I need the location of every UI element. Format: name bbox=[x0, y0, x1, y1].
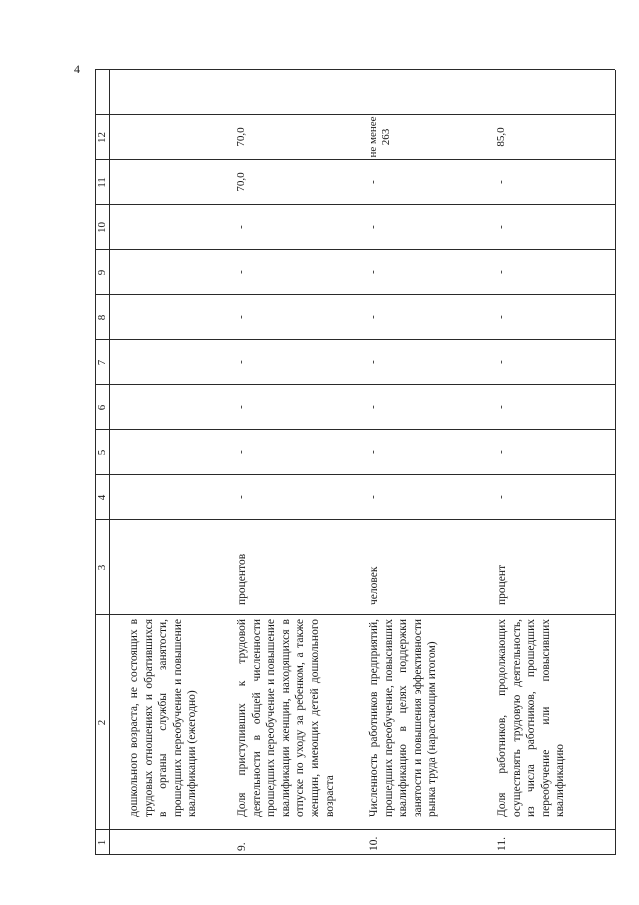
row-9-col-11: 70,0 bbox=[235, 172, 247, 192]
row-10-col-4: - bbox=[367, 495, 379, 499]
row-0-description: дошкольного возраста, не состоящих в трудовых отношениях и обратившихся в органы службы занятости, прошедших переобучение и повышение квалификации (ежегодно) bbox=[128, 619, 199, 817]
header-col-6: 6 bbox=[96, 404, 108, 411]
row-11-col-9: - bbox=[495, 270, 507, 274]
row-9-col-12: 70,0 bbox=[235, 127, 247, 147]
row-9-col-6: - bbox=[235, 405, 247, 409]
header-col-12: 12 bbox=[96, 132, 108, 143]
row-11-unit: процент bbox=[496, 564, 508, 605]
row-10-description: Численность работников предприятий, прошедших переобучение, повысивших квалификацию в целях поддержки занятости и повышения эффективности рынка труда (нарастающим итогом) bbox=[368, 619, 439, 817]
row-11-col-8: - bbox=[495, 315, 507, 319]
header-col-7: 7 bbox=[96, 359, 108, 366]
row-10-number: 10. bbox=[368, 836, 380, 851]
row-9-unit: процентов bbox=[236, 553, 248, 605]
header-col-1: 1 bbox=[96, 839, 108, 846]
indicator-table bbox=[95, 70, 615, 855]
row-11-description: Доля работников, продолжающих осуществлять трудовую деятельность, из числа работников, прошедших переобучение или повысивших квалификацию bbox=[496, 619, 567, 817]
row-10-unit: человек bbox=[368, 566, 380, 605]
header-col-5: 5 bbox=[96, 449, 108, 456]
row-10-col-12: не менее 263 bbox=[367, 116, 392, 158]
row-10-col-8: - bbox=[367, 315, 379, 319]
row-9-col-4: - bbox=[235, 495, 247, 499]
row-11-col-5: - bbox=[495, 450, 507, 454]
header-col-3: 3 bbox=[96, 564, 108, 571]
row-11-col-11: - bbox=[495, 180, 507, 184]
header-col-10: 10 bbox=[96, 222, 108, 233]
row-11-col-4: - bbox=[495, 495, 507, 499]
row-10-col-6: - bbox=[367, 405, 379, 409]
row-10-col-10: - bbox=[367, 225, 379, 229]
header-col-2: 2 bbox=[96, 719, 108, 726]
header-col-11: 11 bbox=[96, 177, 108, 188]
header-col-9: 9 bbox=[96, 269, 108, 276]
row-10-col-9: - bbox=[367, 270, 379, 274]
row-9-col-7: - bbox=[235, 360, 247, 364]
row-10-col-5: - bbox=[367, 450, 379, 454]
row-11-col-10: - bbox=[495, 225, 507, 229]
row-11-col-12: 85,0 bbox=[495, 127, 507, 147]
row-11-col-7: - bbox=[495, 360, 507, 364]
row-10-col-7: - bbox=[367, 360, 379, 364]
row-11-number: 11. bbox=[496, 837, 508, 851]
row-9-col-5: - bbox=[235, 450, 247, 454]
page-number: 4 bbox=[74, 62, 80, 76]
row-9-col-9: - bbox=[235, 270, 247, 274]
row-9-col-10: - bbox=[235, 225, 247, 229]
row-9-number: 9. bbox=[236, 842, 248, 851]
row-10-col-11: - bbox=[367, 180, 379, 184]
row-9-col-8: - bbox=[235, 315, 247, 319]
row-11-col-6: - bbox=[495, 405, 507, 409]
row-9-description: Доля приступивших к трудовой деятельности в общей численности прошедших переобучение и повышение квалификации женщин, находящихся в отпуске по уходу за ребенком, а также женщин, имеющих детей дошкольного возраста bbox=[236, 619, 336, 817]
header-col-4: 4 bbox=[96, 494, 108, 501]
header-col-8: 8 bbox=[96, 314, 108, 321]
